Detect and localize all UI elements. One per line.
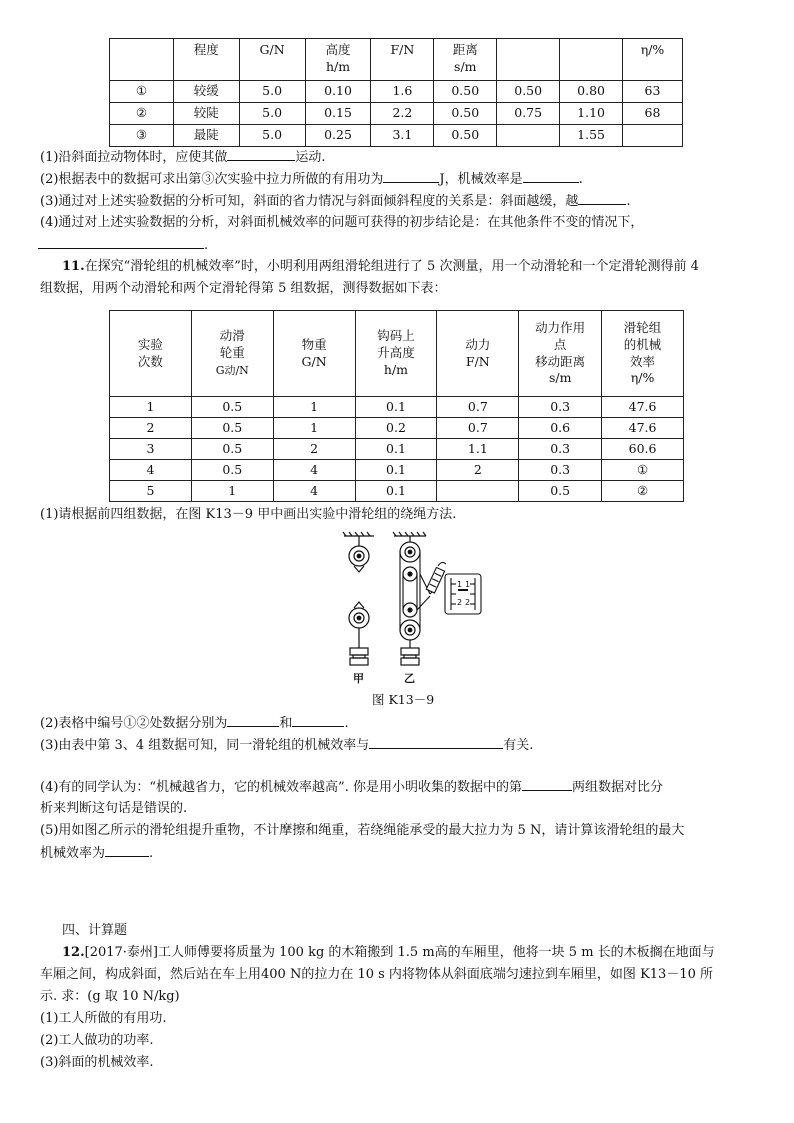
header-cell: 高度 h/m — [305, 39, 371, 81]
answer-blank[interactable] — [227, 148, 295, 161]
table-cell: 68 — [623, 103, 683, 125]
answer-blank[interactable] — [227, 714, 279, 727]
table-cell: 较缓 — [173, 81, 239, 103]
table-cell: 0.7 — [437, 418, 519, 439]
answer-blank[interactable] — [38, 236, 204, 249]
q11-part5-continued: 机械效率为 . — [40, 846, 154, 861]
answer-blank[interactable] — [383, 170, 439, 183]
header-cell: η/% — [623, 39, 683, 81]
table-cell: 3.1 — [371, 125, 434, 147]
q12-text-continued: 示. 求：(g 取 10 N/kg) — [40, 989, 180, 1004]
answer-blank[interactable] — [578, 192, 626, 205]
q11-part3: (3)由表中第 3、4 组数据可知，同一滑轮组的机械效率与 有关. — [40, 738, 534, 753]
weights-right — [401, 648, 419, 665]
table-cell: 0.3 — [519, 460, 602, 481]
table-cell: 0.5 — [191, 439, 273, 460]
header-cell: 动力 F/N — [437, 311, 519, 397]
header-cell: 动滑 轮重 G动/N — [191, 311, 273, 397]
table-cell: 0.5 — [519, 481, 602, 502]
table-cell: 60.6 — [602, 439, 684, 460]
header-cell: 实验 次数 — [110, 311, 192, 397]
header-cell — [560, 39, 623, 81]
table-cell: ③ — [110, 125, 174, 147]
table-cell: 0.2 — [355, 418, 437, 439]
table-cell: 1.55 — [560, 125, 623, 147]
table-header-row — [110, 39, 683, 81]
table-row — [110, 103, 683, 125]
header-cell: 钩码上 升高度 h/m — [355, 311, 437, 397]
table-cell: 1 — [273, 418, 355, 439]
answer-blank[interactable] — [292, 714, 344, 727]
table-cell: 4 — [110, 460, 192, 481]
ceiling-right — [393, 532, 426, 536]
table-cell: 0.3 — [519, 397, 602, 418]
scale-mark: 2 — [457, 598, 463, 607]
q12-text: 12.[2017·泰州]工人师傅要将质量为 100 kg 的木箱搬到 1.5 m高的车厢里，他将一块 5 m 长的木板搁在地面与 — [62, 945, 715, 960]
table-cell: 1.6 — [371, 81, 434, 103]
q12-text-continued: 车厢之间，构成斜面，然后站在车上用400 N的拉力在 10 s 内将物体从斜面底端匀速拉到车厢里，如图 K13－10 所 — [40, 967, 713, 982]
q12-part2: (2)工人做功的功率. — [40, 1033, 154, 1048]
figure-label-yi: 乙 — [404, 672, 415, 685]
table-cell: 5.0 — [239, 81, 305, 103]
q11-part5: (5)用如图乙所示的滑轮组提升重物，不计摩擦和绳重，若绕绳能承受的最大拉力为 5 N，请计算该滑轮组的最大 — [40, 823, 685, 838]
table-cell: 0.1 — [355, 481, 437, 502]
table-cell: ① — [110, 81, 174, 103]
table-cell: 0.3 — [519, 439, 602, 460]
table-cell: 0.5 — [191, 460, 273, 481]
table-cell: 0.1 — [355, 397, 437, 418]
table-cell: 47.6 — [602, 418, 684, 439]
scale-mark: 1 — [457, 580, 463, 589]
table-cell: 2.2 — [371, 103, 434, 125]
header-cell: 滑轮组 的机械 效率 η/% — [602, 311, 684, 397]
header-cell: 动力作用 点 移动距离 s/m — [519, 311, 602, 397]
table-cell: 0.7 — [437, 397, 519, 418]
table-cell: 4 — [273, 481, 355, 502]
q12-part3: (3)斜面的机械效率. — [40, 1055, 154, 1070]
table-cell: 2 — [110, 418, 192, 439]
table-row — [110, 418, 684, 439]
table-cell: 0.50 — [497, 81, 560, 103]
table-cell: 5 — [110, 481, 192, 502]
table-cell: ① — [602, 460, 684, 481]
q12-part1: (1)工人所做的有用功. — [40, 1011, 167, 1026]
ropes-right — [400, 552, 430, 630]
table-cell: 0.80 — [560, 81, 623, 103]
q11-part4-continued: 析来判断这句话是错误的. — [40, 801, 188, 816]
table-cell: 0.50 — [434, 125, 497, 147]
answer-blank[interactable] — [105, 844, 149, 857]
q10-part1: (1)沿斜面拉动物体时，应使其做 运动. — [40, 150, 326, 165]
figure-caption: 图 K13－9 — [372, 692, 435, 707]
q10-part4-continued: . — [38, 236, 208, 255]
header-cell: F/N — [371, 39, 434, 81]
table-cell: 0.15 — [305, 103, 371, 125]
table-cell: 47.6 — [602, 397, 684, 418]
table-cell: 0.50 — [434, 81, 497, 103]
scale-mark: 1 — [465, 580, 471, 589]
header-cell: 程度 — [173, 39, 239, 81]
weights-left — [350, 648, 368, 665]
table-cell: 1 — [191, 481, 273, 502]
table-cell: 0.1 — [355, 439, 437, 460]
table-cell: 63 — [623, 81, 683, 103]
spring-scale — [426, 562, 446, 594]
table-cell — [497, 125, 560, 147]
table-row — [110, 81, 683, 103]
table-cell: 0.50 — [434, 103, 497, 125]
table-row — [110, 460, 684, 481]
movable-pulley-left — [349, 602, 369, 648]
table-cell: 0.25 — [305, 125, 371, 147]
table-cell: 0.1 — [355, 460, 437, 481]
pulley-data-table — [109, 310, 684, 502]
incline-data-table — [109, 38, 683, 147]
q11-intro: 11.在探究“滑轮组的机械效率”时，小明利用两组滑轮组进行了 5 次测量，用一个动滑轮和一个定滑轮测得前 4 — [62, 259, 699, 274]
table-cell: 2 — [273, 439, 355, 460]
section-title: 四、计算题 — [62, 923, 128, 938]
table-cell: 0.10 — [305, 81, 371, 103]
q11-part4: (4)有的同学认为：“机械越省力，它的机械效率越高”. 你是用小明收集的数据中的第 两组数据对比分 — [40, 780, 663, 795]
table-cell: 1 — [110, 397, 192, 418]
table-header-row — [110, 311, 684, 397]
figure-label-jia: 甲 — [353, 672, 364, 685]
q11-intro-continued: 组数据，用两个动滑轮和两个定滑轮得第 5 组数据，测得数据如下表： — [40, 281, 447, 296]
table-cell: ② — [110, 103, 174, 125]
q11-part2: (2)表格中编号①②处数据分别为 和 . — [40, 716, 349, 731]
table-cell: 3 — [110, 439, 192, 460]
table-cell: 5.0 — [239, 103, 305, 125]
answer-blank[interactable] — [522, 778, 572, 791]
pulley-figure — [330, 530, 490, 690]
table-cell: 0.75 — [497, 103, 560, 125]
q10-part4: (4)通过对上述实验数据的分析，对斜面机械效率的问题可获得的初步结论是：在其他条件不变的情况下， — [40, 215, 644, 230]
scale-mark: 2 — [465, 598, 471, 607]
answer-blank[interactable] — [523, 170, 579, 183]
table-cell: 1 — [273, 397, 355, 418]
table-cell: 0.6 — [519, 418, 602, 439]
header-cell — [110, 39, 174, 81]
answer-blank[interactable] — [369, 736, 503, 749]
table-row — [110, 481, 684, 502]
header-cell: G/N — [239, 39, 305, 81]
table-cell: 2 — [437, 460, 519, 481]
table-row — [110, 125, 683, 147]
table-row — [110, 397, 684, 418]
header-cell: 物重 G/N — [273, 311, 355, 397]
q10-part3: (3)通过对上述实验数据的分析可知，斜面的省力情况与斜面倾斜程度的关系是：斜面越缓，越 . — [40, 194, 631, 209]
fixed-pulley-left — [349, 536, 369, 572]
table-cell: 1.1 — [437, 439, 519, 460]
table-cell: 0.5 — [191, 418, 273, 439]
table-cell — [437, 481, 519, 502]
q11-part1: (1)请根据前四组数据，在图 K13－9 甲中画出实验中滑轮组的绕绳方法. — [40, 507, 457, 522]
table-cell: 较陡 — [173, 103, 239, 125]
table-cell: 1.10 — [560, 103, 623, 125]
table-cell: 4 — [273, 460, 355, 481]
table-cell: 5.0 — [239, 125, 305, 147]
header-cell: 距离 s/m — [434, 39, 497, 81]
table-cell: 0.5 — [191, 397, 273, 418]
scale-dial-magnified — [445, 574, 481, 614]
ceiling-left — [343, 532, 374, 536]
table-cell: ② — [602, 481, 684, 502]
table-cell — [623, 125, 683, 147]
q10-part2: (2)根据表中的数据可求出第③次实验中拉力所做的有用功为 J，机械效率是 . — [40, 172, 583, 187]
table-row — [110, 439, 684, 460]
table-cell: 最陡 — [173, 125, 239, 147]
header-cell — [497, 39, 560, 81]
